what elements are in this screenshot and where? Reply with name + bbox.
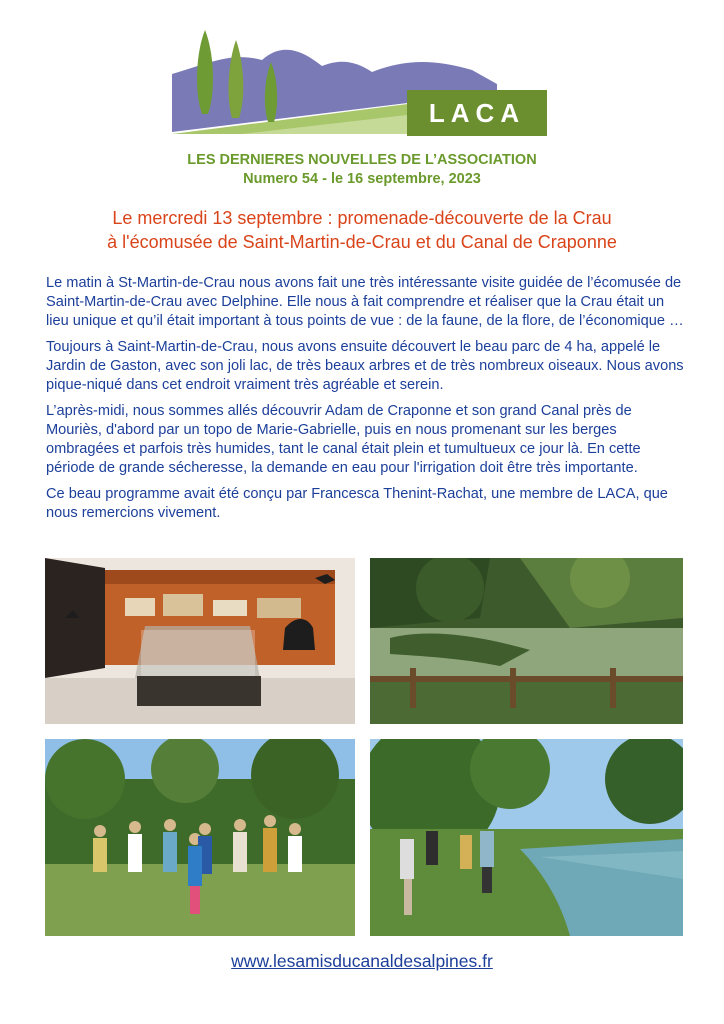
photo-canal-de-craponne (370, 739, 683, 936)
website-link[interactable]: www.lesamisducanaldesalpines.fr (231, 951, 493, 971)
newsletter-title: LES DERNIERES NOUVELLES DE L’ASSOCIATION (187, 152, 537, 168)
photo-jardin-de-gaston (370, 558, 683, 724)
issue-line: Numero 54 - le 16 septembre, 2023 (243, 171, 481, 187)
logo-text: LACA (428, 98, 526, 128)
article-title (0, 206, 724, 254)
photo-group-topo (45, 739, 355, 936)
photo-ecomusee-exhibit (45, 558, 355, 724)
article-body (46, 274, 686, 530)
article-title-line-1: Le mercredi 13 septembre : promenade-découverte de la Crau (112, 208, 612, 228)
newsletter-header (0, 151, 724, 189)
laca-logo (172, 22, 552, 140)
paragraph: Ce beau programme avait été conçu par Francesca Thenint-Rachat, une membre de LACA, que nous remercions vivement. (46, 486, 668, 521)
paragraph: Le matin à St-Martin-de-Crau nous avons fait une très intéressante visite guidée de l’écomusée de Saint-Martin-de-Crau avec Delphine. Elle nous à fait comprendre et réaliser que la Crau était un lieu unique et qu’il était important à tous points de vue : de la faune, de la flore, de l’économique … (46, 275, 684, 329)
article-title-line-2: à l'écomusée de Saint-Martin-de-Crau et du Canal de Craponne (107, 232, 617, 252)
paragraph: L’après-midi, nous sommes allés découvrir Adam de Craponne et son grand Canal près de Mouriès, d'abord par un topo de Marie-Gabrielle, puis en nous promenant sur les berges ombragées et parfois très humides, tant le canal était plein et tumultueux ce jour là. En cette période de grande sécheresse, la demande en eau pour l'irrigation doit être très importante. (46, 403, 641, 476)
paragraph: Toujours à Saint-Martin-de-Crau, nous avons ensuite découvert le beau parc de 4 ha, appelé le Jardin de Gaston, avec son joli lac, de très beaux arbres et de très nombreux oiseaux. Nous avons pique-niqué dans cet endroit vraiment très agréable et serein. (46, 339, 684, 393)
